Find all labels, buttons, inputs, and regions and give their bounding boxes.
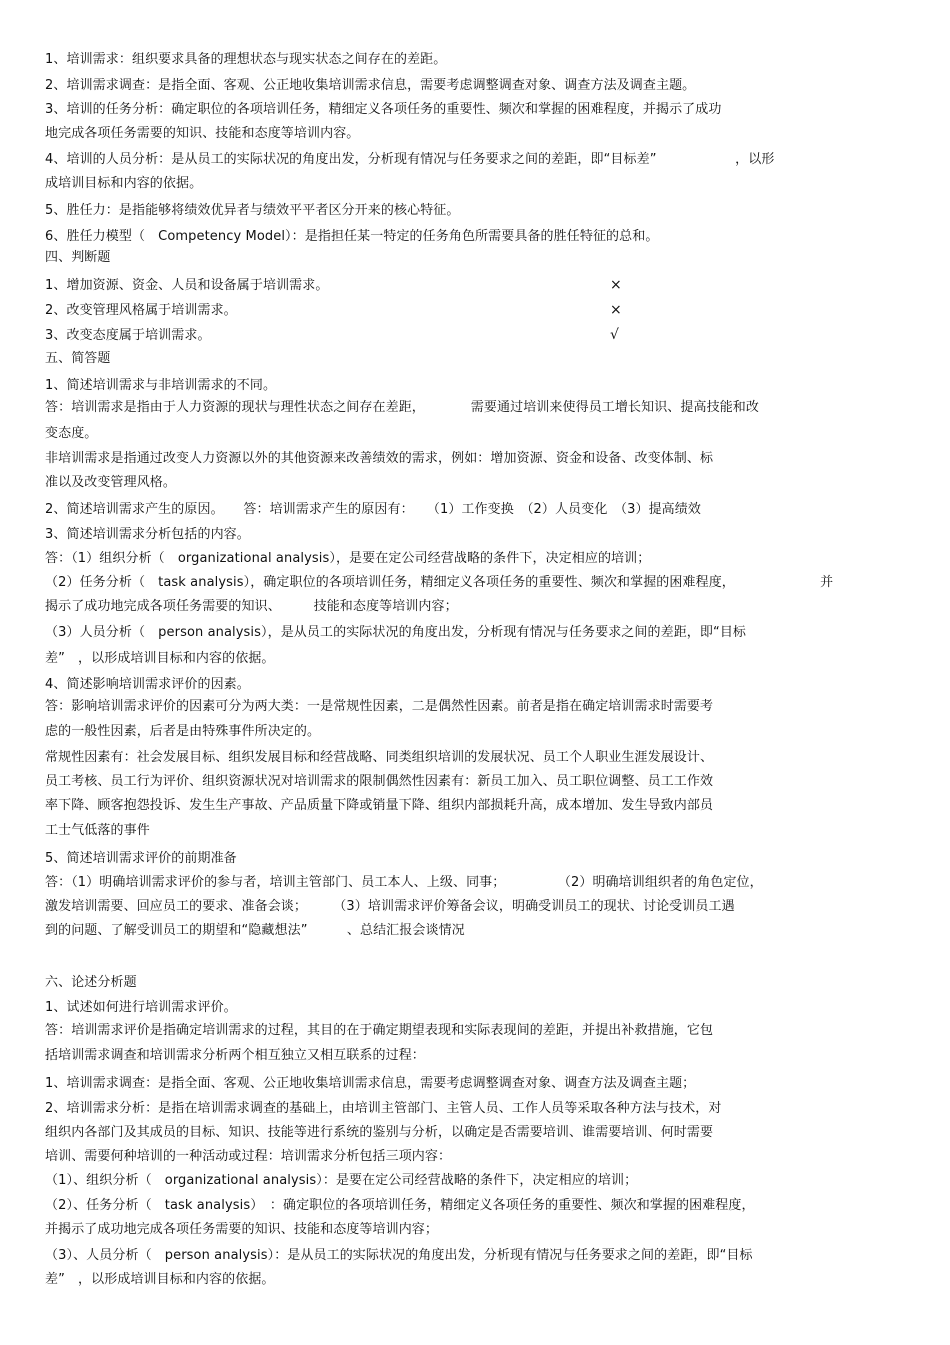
answer-text: 2、培训需求分析：是指在培训需求调查的基础上，由培训主管部门、主管人员、工作人员等采取各种方法与技术，对	[45, 1101, 722, 1116]
answer-text: 并揭示了成功地完成各项任务需要的知识、技能和态度等培训内容；	[45, 1222, 439, 1237]
answer-text: 括培训需求调查和培训需求分析两个相互独立又相互联系的过程：	[45, 1048, 425, 1063]
answer-text: 答：（1）组织分析（ organizational analysis），是要在定公司经营战略的条件下，决定相应的培训；	[45, 551, 651, 566]
section-heading-short-answer: 五、简答题	[45, 351, 111, 366]
answer-text: （1）、组织分析（ organizational analysis）：是要在定公司经营战略的条件下，决定相应的培训；	[45, 1173, 638, 1188]
answer-text: 差” ，以形成培训目标和内容的依据。	[45, 1272, 275, 1287]
answer-text: 答：（1）明确培训需求评价的参与者，培训主管部门、员工本人、上级、同事； （2）明确培训组织者的角色定位，	[45, 875, 763, 890]
answer-text: 答：影响培训需求评价的因素可分为两大类：一是常规性因素，二是偶然性因素。前者是指在确定培训需求时需要考	[45, 699, 714, 714]
answer-text: 常规性因素有：社会发展目标、组织发展目标和经营战略、同类组织培训的发展状况、员工个人职业生涯发展设计、	[45, 750, 714, 765]
check-mark: √	[610, 327, 619, 343]
answer-text: 激发培训需要、回应员工的要求、准备会谈； （3）培训需求评价筹备会议，明确受训员工的现状、讨论受训员工遇	[45, 899, 735, 914]
answer-text: 答：培训需求是指由于人力资源的现状与理性状态之间存在差距， 需要通过培训来使得员工增长知识、提高技能和改	[45, 400, 760, 415]
definition-person-analysis-cont: 成培训目标和内容的依据。	[45, 176, 203, 191]
definition-needs-survey: 2、培训需求调查：是指全面、客观、公正地收集培训需求信息，需要考虑调整调查对象、调查方法及调查主题。	[45, 78, 696, 93]
definition-training-need: 1、培训需求：组织要求具备的理想状态与现实状态之间存在的差距。	[45, 52, 447, 67]
question-heading: 2、简述培训需求产生的原因。 答：培训需求产生的原因有： （1）工作变换 （2）人员变化 （3）提高绩效	[45, 502, 701, 517]
section-heading-judgment: 四、判断题	[45, 250, 111, 265]
answer-text: 到的问题、了解受训员工的期望和“隐藏想法” 、总结汇报会谈情况	[45, 923, 465, 938]
section-heading-essay: 六、论述分析题	[45, 975, 137, 990]
answer-text: 率下降、顾客抱怨投诉、发生生产事故、产品质量下降或销量下降、组织内部损耗升高，成本增加、发生导致内部员	[45, 798, 714, 813]
answer-text: 差” ，以形成培训目标和内容的依据。	[45, 651, 275, 666]
answer-text: （2）、任务分析（ task analysis） ：确定职位的各项培训任务，精细定义各项任务的重要性、频次和掌握的困难程度，	[45, 1198, 755, 1213]
question-heading: 5、简述培训需求评价的前期准备	[45, 851, 237, 866]
question-heading: 1、简述培训需求与非培训需求的不同。	[45, 378, 277, 393]
answer-text: 培训、需要何种培训的一种活动或过程：培训需求分析包括三项内容：	[45, 1149, 452, 1164]
answer-text: 揭示了成功地完成各项任务需要的知识、 技能和态度等培训内容；	[45, 599, 458, 614]
definition-task-analysis: 3、培训的任务分析：确定职位的各项培训任务，精细定义各项任务的重要性、频次和掌握的困难程度，并揭示了成功	[45, 102, 722, 117]
answer-text: 答：培训需求评价是指确定培训需求的过程，其目的在于确定期望表现和实际表现间的差距，并提出补救措施，它包	[45, 1023, 714, 1038]
definition-person-analysis: 4、培训的人员分析：是从员工的实际状况的角度出发，分析现有情况与任务要求之间的差距，即“目标差” ，以形	[45, 152, 775, 167]
judgment-item: 3、改变态度属于培训需求。	[45, 328, 211, 343]
cross-mark: ×	[610, 277, 622, 293]
answer-text: 准以及改变管理风格。	[45, 475, 177, 490]
definition-competency-model: 6、胜任力模型（ Competency Model）：是指担任某一特定的任务角色所需要具备的胜任特征的总和。	[45, 229, 659, 244]
definition-task-analysis-cont: 地完成各项任务需要的知识、技能和态度等培训内容。	[45, 126, 360, 141]
answer-text: 工士气低落的事件	[45, 823, 150, 838]
answer-text: （2）任务分析（ task analysis），确定职位的各项培训任务，精细定义各项任务的重要性、频次和掌握的困难程度， 并	[45, 575, 834, 590]
answer-text: 虑的一般性因素，后者是由特殊事件所决定的。	[45, 724, 321, 739]
definition-competency: 5、胜任力：是指能够将绩效优异者与绩效平平者区分开来的核心特征。	[45, 203, 460, 218]
question-heading: 4、简述影响培训需求评价的因素。	[45, 677, 250, 692]
judgment-item: 2、改变管理风格属于培训需求。	[45, 303, 237, 318]
answer-text: （3）人员分析（ person analysis），是从员工的实际状况的角度出发，分析现有情况与任务要求之间的差距，即“目标	[45, 625, 747, 640]
question-heading: 1、试述如何进行培训需求评价。	[45, 1000, 237, 1015]
question-heading: 3、简述培训需求分析包括的内容。	[45, 527, 250, 542]
answer-text: 员工考核、员工行为评价、组织资源状况对培训需求的限制偶然性因素有：新员工加入、员工职位调整、员工工作效	[45, 774, 714, 789]
answer-text: 组织内各部门及其成员的目标、知识、技能等进行系统的鉴别与分析，以确定是否需要培训、谁需要培训、何时需要	[45, 1125, 714, 1140]
cross-mark: ×	[610, 302, 622, 318]
answer-text: 非培训需求是指通过改变人力资源以外的其他资源来改善绩效的需求，例如：增加资源、资金和设备、改变体制、标	[45, 451, 714, 466]
answer-text: 1、培训需求调查：是指全面、客观、公正地收集培训需求信息，需要考虑调整调查对象、调查方法及调查主题；	[45, 1076, 696, 1091]
judgment-item: 1、增加资源、资金、人员和设备属于培训需求。	[45, 278, 329, 293]
answer-text: （3）、人员分析（ person analysis）：是从员工的实际状况的角度出发，分析现有情况与任务要求之间的差距，即“目标	[45, 1248, 753, 1263]
answer-text: 变态度。	[45, 426, 98, 441]
